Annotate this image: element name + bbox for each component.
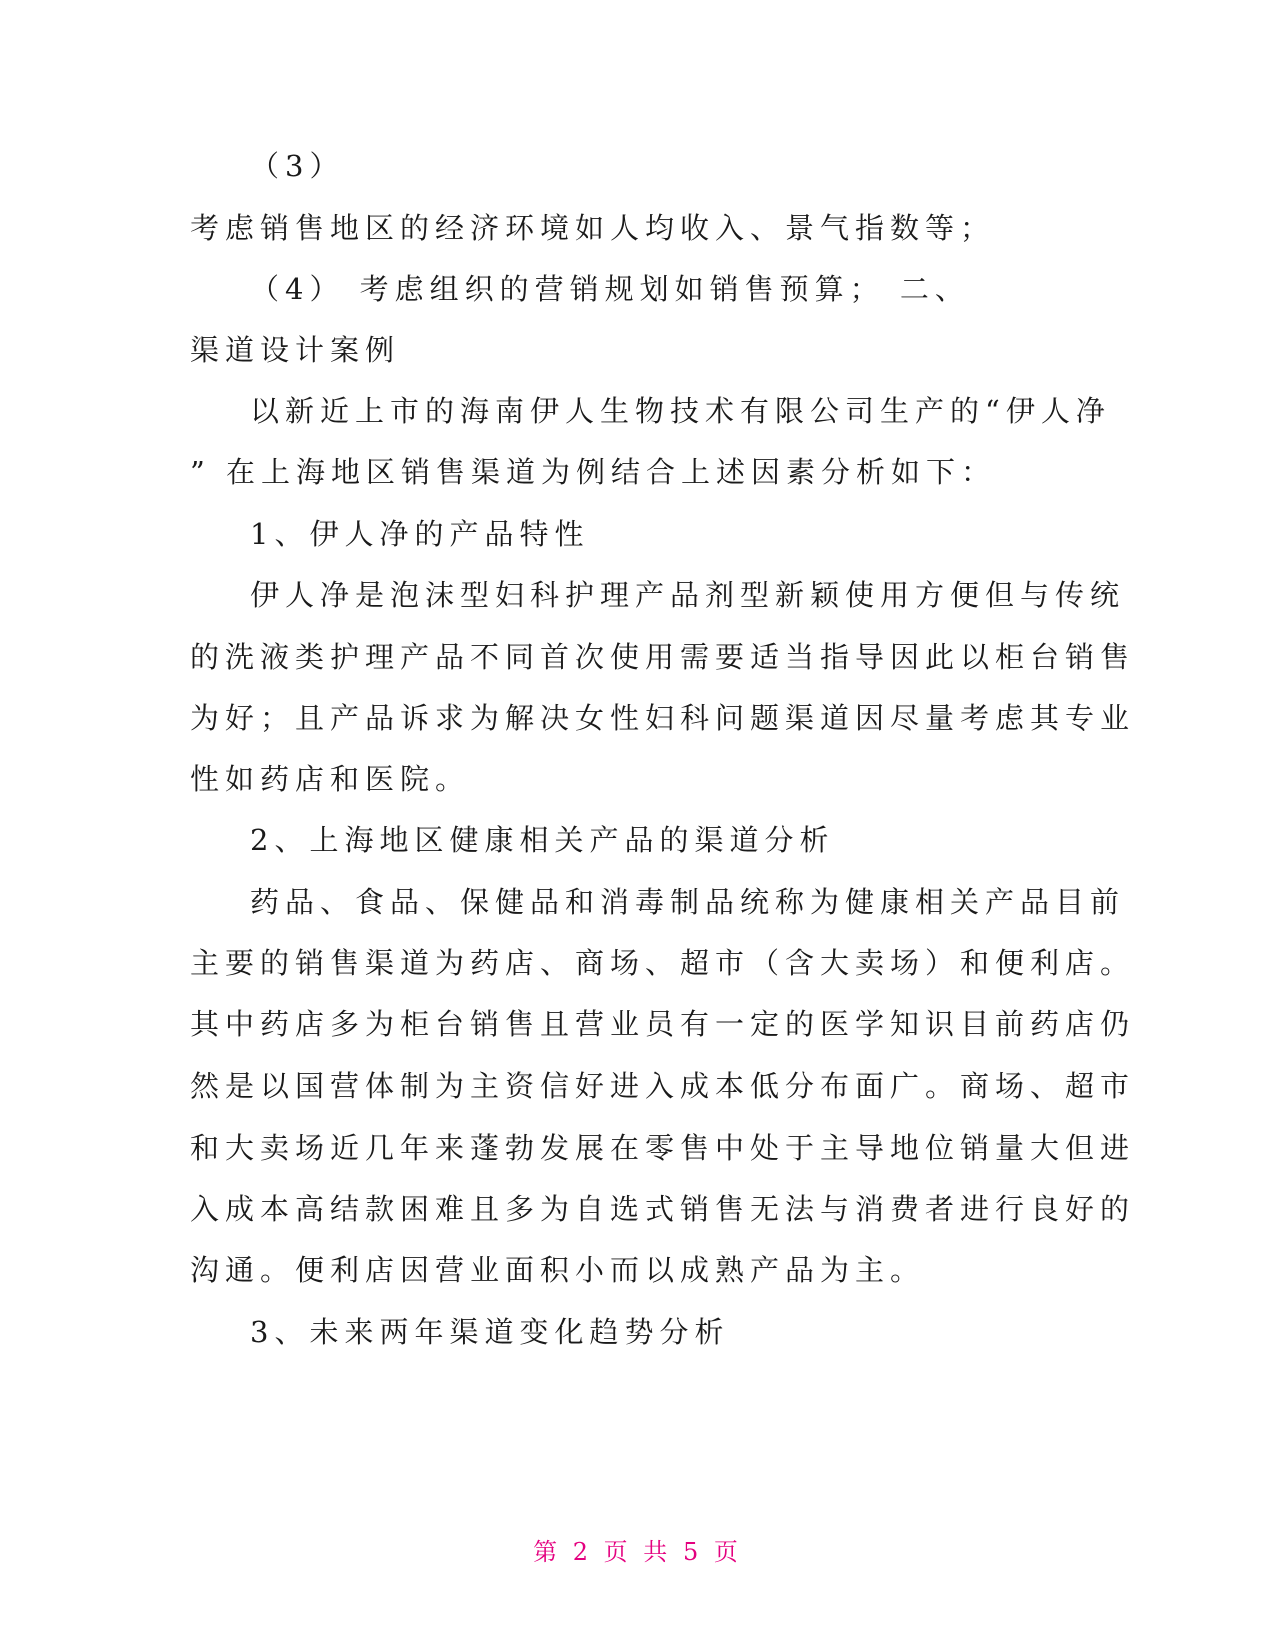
subsection-heading: 3、未来两年渠道变化趋势分析 <box>250 1315 730 1349</box>
paragraph-line: 其中药店多为柜台销售且营业员有一定的医学知识目前药店仍 <box>190 1007 1136 1041</box>
subsection-heading: 1、伊人净的产品特性 <box>250 517 590 551</box>
list-item-3: （3） <box>250 149 345 183</box>
paragraph-line: 考虑销售地区的经济环境如人均收入、景气指数等； <box>190 211 996 245</box>
paragraph-line: 药品、食品、保健品和消毒制品统称为健康相关产品目前 <box>250 885 1126 919</box>
subsection-heading: 2、上海地区健康相关产品的渠道分析 <box>250 823 835 857</box>
paragraph-line: 以新近上市的海南伊人生物技术有限公司生产的“伊人净 <box>250 394 1111 428</box>
paragraph-line: 性如药店和医院。 <box>190 762 471 796</box>
paragraph-line: 然是以国营体制为主资信好进入成本低分布面广。商场、超市 <box>190 1069 1136 1103</box>
list-item-4: （4） 考虑组织的营销规划如销售预算； 二、 <box>250 272 970 306</box>
paragraph-line: 伊人净是泡沫型妇科护理产品剂型新颖使用方便但与传统 <box>250 578 1126 612</box>
paragraph-line: 沟通。便利店因营业面积小而以成熟产品为主。 <box>190 1253 926 1287</box>
section-heading: 渠道设计案例 <box>190 333 401 367</box>
page-number-footer: 第 2 页 共 5 页 <box>533 1538 742 1566</box>
paragraph-line: 入成本高结款困难且多为自选式销售无法与消费者进行良好的 <box>190 1192 1136 1226</box>
paragraph-line: ” 在上海地区销售渠道为例结合上述因素分析如下： <box>190 455 997 489</box>
paragraph-line: 为好；且产品诉求为解决女性妇科问题渠道因尽量考虑其专业 <box>190 701 1136 735</box>
paragraph-line: 的洗液类护理产品不同首次使用需要适当指导因此以柜台销售 <box>190 640 1136 674</box>
paragraph-line: 和大卖场近几年来蓬勃发展在零售中处于主导地位销量大但进 <box>190 1131 1136 1165</box>
paragraph-line: 主要的销售渠道为药店、商场、超市（含大卖场）和便利店。 <box>190 946 1136 980</box>
